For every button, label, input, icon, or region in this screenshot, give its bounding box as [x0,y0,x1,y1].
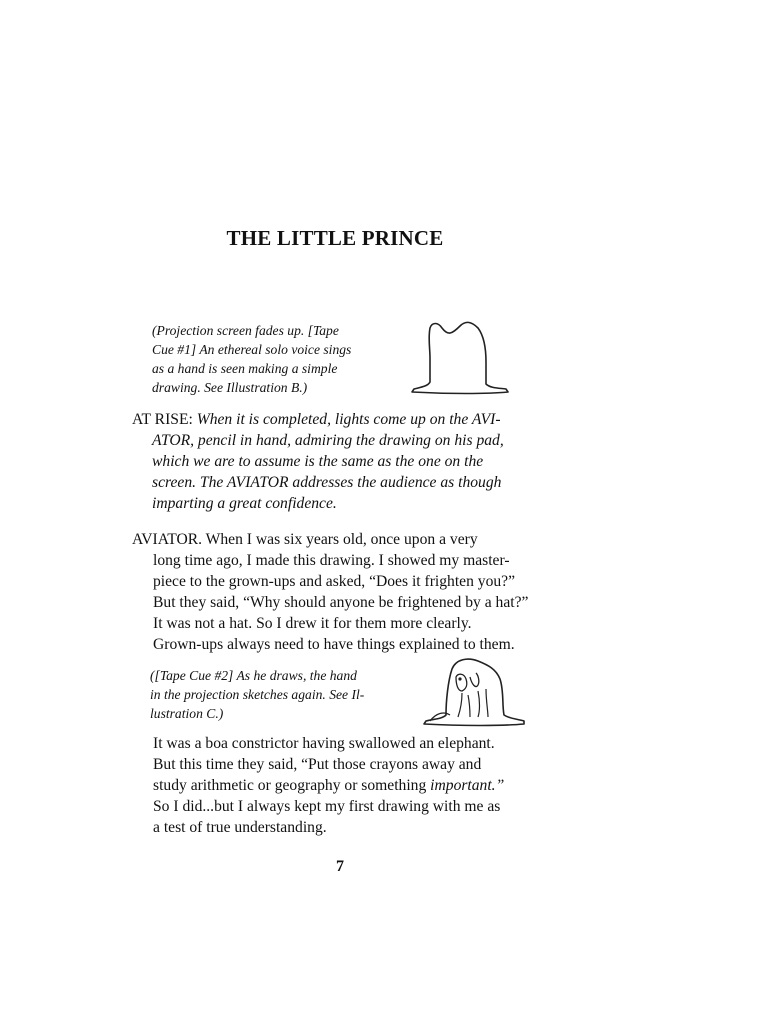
aviator-speech-continued [153,733,543,838]
at-rise-text: When it is completed, lights come up on the AVI- [196,411,501,428]
speech-line: But this time they said, “Put those crayons away and [153,756,482,773]
at-rise-label: AT RISE: [132,411,193,428]
stage-direction-line: Cue #1] An ethereal solo voice sings [152,342,352,357]
at-rise-line: screen. The AVIATOR addresses the audience as though [152,474,502,491]
speech-line: It was not a hat. So I drew it for them more clearly. [153,615,472,632]
speech-line: a test of true understanding. [153,819,327,836]
speech-line: But they said, “Why should anyone be frightened by a hat?” [153,594,529,611]
stage-direction-line: as a hand is seen making a simple [152,361,338,376]
speech-text: When I was six years old, once upon a very [205,531,478,548]
speech-line: piece to the grown-ups and asked, “Does it frighten you?” [153,573,516,590]
page-number: 7 [336,858,344,875]
stage-direction-1 [152,321,390,397]
emphasized-word: important.” [430,777,505,794]
stage-direction-line: in the projection sketches again. See Il- [150,687,365,702]
stage-direction-2 [150,666,400,723]
stage-direction-line: ([Tape Cue #2] As he draws, the hand [150,668,357,683]
speech-line: study arithmetic or geography or something [153,777,427,794]
stage-direction-line: lustration C.) [150,706,224,721]
speech-line: It was a boa constrictor having swallowed an elephant. [153,735,495,752]
hat-drawing-icon [408,318,512,400]
boa-elephant-drawing-icon [422,655,526,729]
at-rise-line: which we are to assume is the same as the one on the [152,453,484,470]
at-rise-line: imparting a great confidence. [152,495,337,512]
at-rise-paragraph [132,409,552,514]
aviator-speech [132,529,542,655]
speech-line: long time ago, I made this drawing. I showed my master- [153,552,510,569]
page-title: THE LITTLE PRINCE [226,226,444,250]
speaker-name: AVIATOR. [132,531,203,548]
speech-line: So I did...but I always kept my first drawing with me as [153,798,501,815]
stage-direction-line: drawing. See Illustration B.) [152,380,308,395]
stage-direction-line: (Projection screen fades up. [Tape [152,323,339,338]
at-rise-line: ATOR, pencil in hand, admiring the drawing on his pad, [152,432,504,449]
speech-line: Grown-ups always need to have things explained to them. [153,636,515,653]
